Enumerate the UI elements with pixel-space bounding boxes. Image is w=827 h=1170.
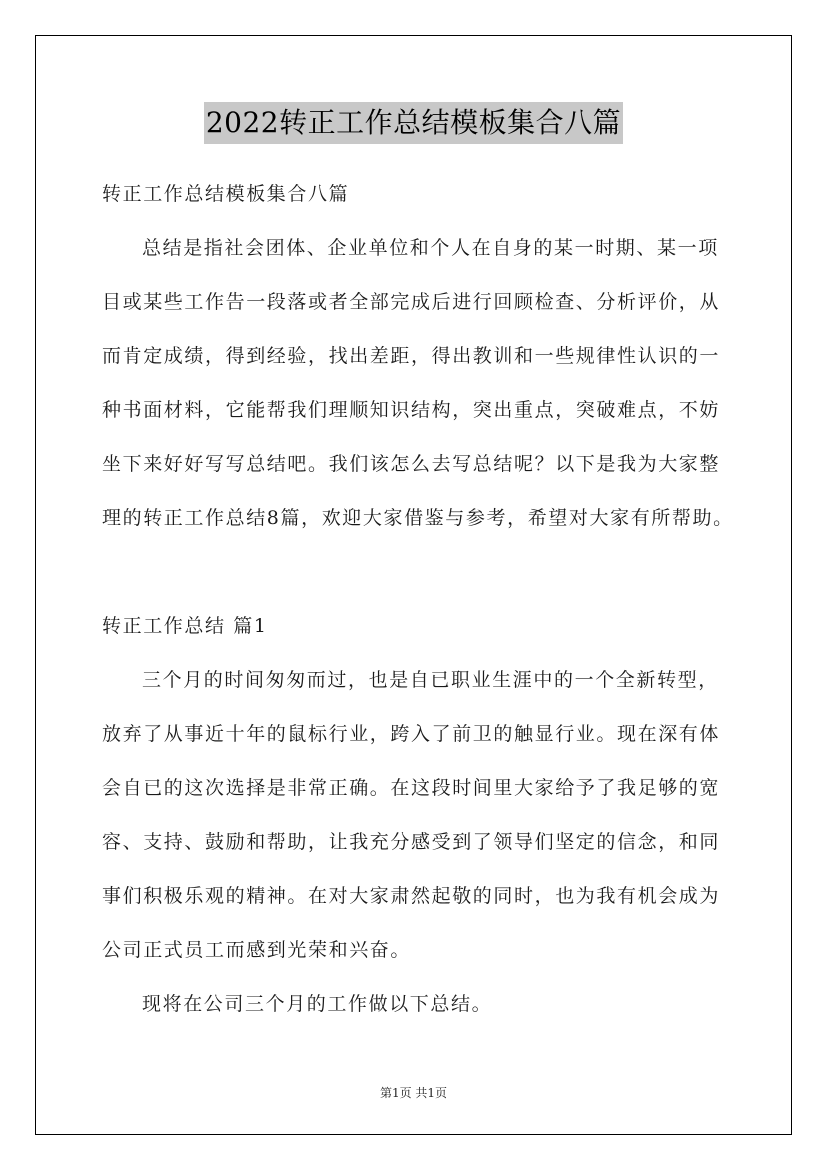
document-title: 2022转正工作总结模板集合八篇 [204,102,623,144]
intro-line: 而肯定成绩，得到经验，找出差距，得出教训和一些规律性认识的一 [102,345,721,367]
section-line: 会自已的这次选择是非常正确。在这段时间里大家给予了我足够的宽 [102,777,721,799]
page-footer: 第1页 共1页 [379,1086,448,1100]
closing-line: 现将在公司三个月的工作做以下总结。 [142,993,493,1015]
intro-line: 坐下来好好写写总结吧。我们该怎么去写总结呢？以下是我为大家整 [102,453,721,475]
title-block [0,102,827,144]
intro-line: 总结是指社会团体、企业单位和个人在自身的某一时期、某一项 [142,237,719,259]
section-line: 容、支持、鼓励和帮助，让我充分感受到了领导们坚定的信念，和同 [102,831,721,853]
section-line: 三个月的时间匆匆而过，也是自已职业生涯中的一个全新转型， [142,669,719,691]
section-line: 公司正式员工而感到光荣和兴奋。 [102,939,412,961]
section-heading: 转正工作总结 篇1 [102,615,268,637]
document-subtitle: 转正工作总结模板集合八篇 [102,183,350,205]
section-line: 事们积极乐观的精神。在对大家肃然起敬的同时，也为我有机会成为 [102,885,721,907]
intro-line: 理的转正工作总结8篇，欢迎大家借鉴与参考，希望对大家有所帮助。 [102,507,734,529]
section-line: 放弃了从事近十年的鼠标行业，跨入了前卫的触显行业。现在深有体 [102,723,721,745]
intro-line: 种书面材料，它能帮我们理顺知识结构，突出重点，突破难点，不妨 [102,399,721,421]
intro-line: 目或某些工作告一段落或者全部完成后进行回顾检查、分析评价，从 [102,291,721,313]
